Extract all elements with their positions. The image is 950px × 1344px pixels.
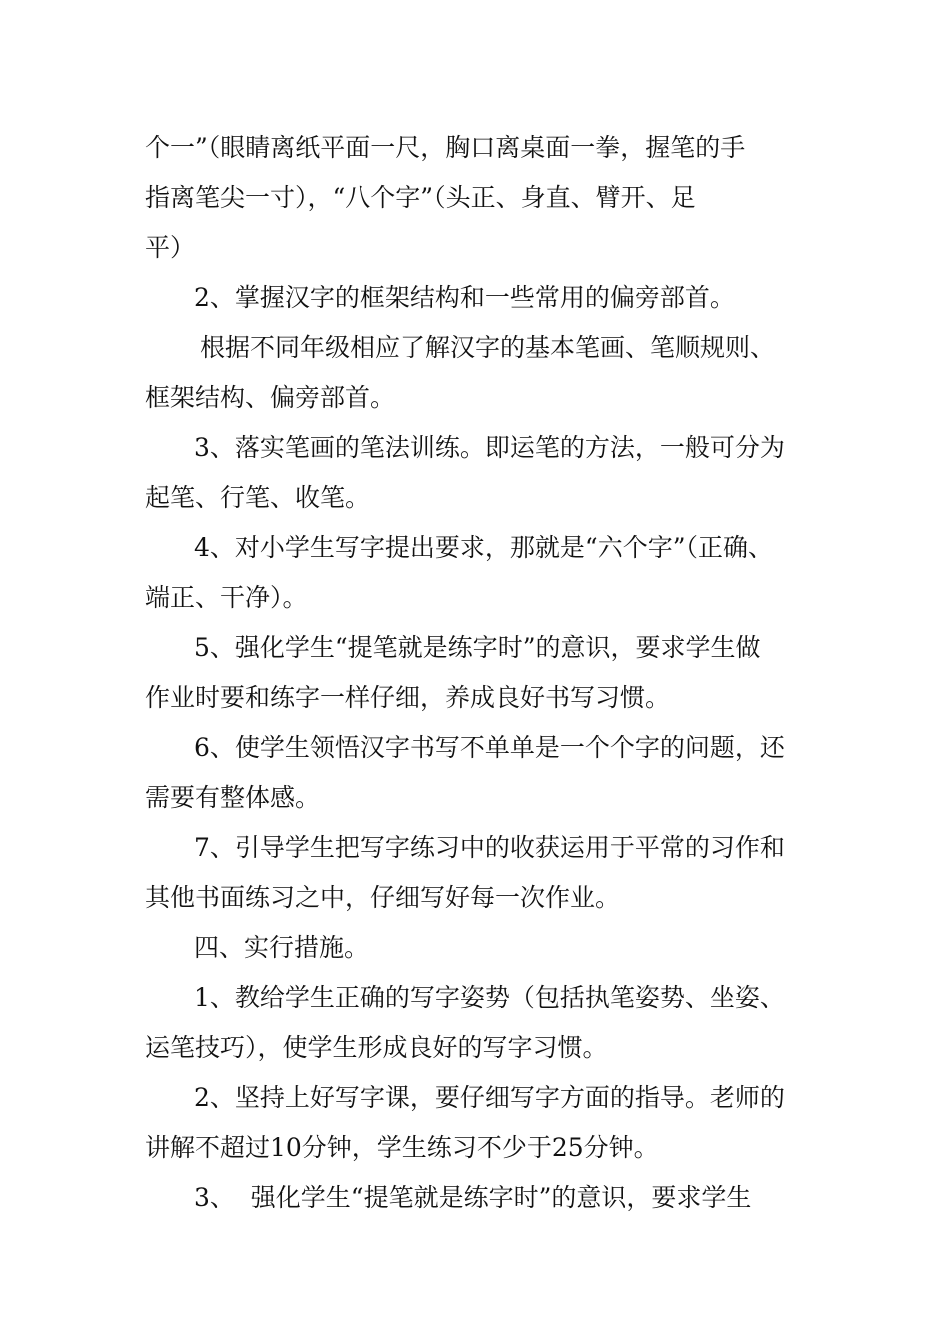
text-line: 作业时要和练字一样仔细，养成良好书写习惯。 — [145, 683, 671, 712]
text-line: 1、教给学生正确的写字姿势（包括执笔姿势、坐姿、 — [194, 983, 785, 1012]
text-line: 4、对小学生写字提出要求，那就是“六个字”（正确、 — [194, 533, 773, 562]
text-line: 根据不同年级相应了解汉字的基本笔画、笔顺规则、 — [200, 333, 776, 362]
section-heading: 四、实行措施。 — [194, 933, 370, 962]
text-line: 运笔技巧），使学生形成良好的写字习惯。 — [145, 1033, 608, 1062]
text-line: 个一”（眼睛离纸平面一尺，胸口离桌面一拳，握笔的手 — [145, 133, 746, 162]
text-line: 起笔、行笔、收笔。 — [145, 483, 371, 512]
text-line: 需要有整体感。 — [145, 783, 321, 812]
text-line: 7、引导学生把写字练习中的收获运用于平常的习作和 — [194, 833, 785, 862]
text-line: 其他书面练习之中，仔细写好每一次作业。 — [145, 883, 621, 912]
text-line: 3、落实笔画的笔法训练。即运笔的方法，一般可分为 — [194, 433, 785, 462]
text-line: 平） — [145, 233, 196, 262]
text-line: 讲解不超过10分钟，学生练习不少于25分钟。 — [145, 1133, 659, 1162]
text-line: 2、掌握汉字的框架结构和一些常用的偏旁部首。 — [194, 283, 735, 312]
text-line: 指离笔尖一寸），“八个字”（头正、身直、臂开、足 — [145, 183, 696, 212]
text-line: 6、使学生领悟汉字书写不单单是一个个字的问题，还 — [194, 733, 785, 762]
text-line: 5、强化学生“提笔就是练字时”的意识，要求学生做 — [194, 633, 761, 662]
text-line: 2、坚持上好写字课，要仔细写字方面的指导。老师的 — [194, 1083, 785, 1112]
text-line: 框架结构、偏旁部首。 — [145, 383, 396, 412]
text-line: 端正、干净）。 — [145, 583, 308, 612]
text-line: 3、 强化学生“提笔就是练字时”的意识，要求学生 — [194, 1183, 752, 1212]
